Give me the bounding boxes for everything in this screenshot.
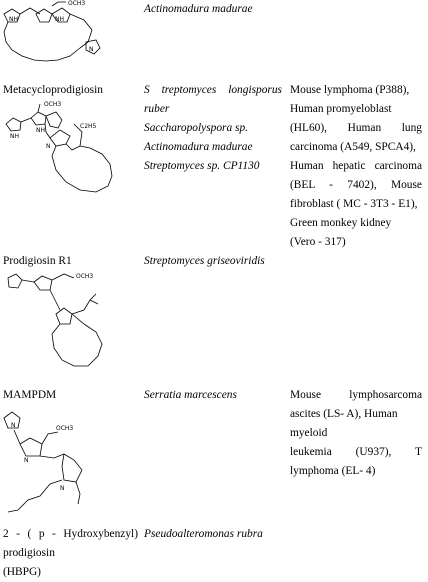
activity-line: lymphoma (EL- 4) xyxy=(290,465,376,477)
activity-line: (Vero - 317) xyxy=(290,236,346,248)
source-cell-5 xyxy=(144,525,282,544)
activity-line: (HL60), Human lung xyxy=(290,122,422,134)
structure-3 xyxy=(0,270,150,380)
source-cell-3 xyxy=(144,252,282,271)
source-cell-4 xyxy=(144,386,282,405)
structure-label: OCH3 xyxy=(44,101,62,108)
name-cell-5 xyxy=(3,525,138,582)
activity-line: leukemia (U937), T xyxy=(290,446,422,458)
activity-cell-2 xyxy=(290,81,422,252)
structure-label: NH xyxy=(10,133,19,140)
structure-label: OCH3 xyxy=(76,273,94,280)
compound-name: Metacycloprodigiosin xyxy=(3,84,103,96)
source-line: Actinomadura madurae xyxy=(144,3,253,15)
structure-label: OCH3 xyxy=(56,425,74,432)
structure-label: NH xyxy=(55,16,64,23)
source-line: Actinomadura madurae xyxy=(144,141,253,153)
activity-line: fibroblast ( MC - 3T3 - E1), xyxy=(290,198,418,210)
activity-line: Mouse lymphosarcoma xyxy=(290,389,422,401)
activity-line: (BEL - 7402), Mouse xyxy=(290,179,422,191)
activity-line: myeloid xyxy=(290,427,328,439)
structure-label: NH xyxy=(9,16,18,23)
activity-line: ascites (LS- A), Human xyxy=(290,408,398,420)
structure-1 xyxy=(0,0,150,70)
source-line: Saccharopolyspora sp. xyxy=(144,122,248,134)
compound-name: MAMPDM xyxy=(3,389,57,401)
compound-name: Prodigiosin R1 xyxy=(3,255,72,267)
compound-name: 2 - ( p - Hydroxybenzyl) xyxy=(3,528,138,540)
activity-line: Human hepatic carcinoma xyxy=(290,160,422,172)
structure-label: N xyxy=(60,485,65,492)
source-line: Pseudoalteromonas rubra xyxy=(144,528,263,540)
source-line: S treptomyces longisporus xyxy=(144,84,282,96)
source-line: Streptomyces griseoviridis xyxy=(144,255,265,267)
structure-label: OCH3 xyxy=(68,0,86,7)
compound-name: prodigiosin xyxy=(3,547,55,559)
structure-label: C2H5 xyxy=(80,123,97,130)
source-cell-2 xyxy=(144,81,282,176)
structure-label: N xyxy=(11,422,16,429)
activity-line: Mouse lymphoma (P388), xyxy=(290,84,410,96)
activity-cell-4 xyxy=(290,386,422,481)
structure-label: N xyxy=(46,143,51,150)
source-line: Serratia marcescens xyxy=(144,389,237,401)
compound-name: (HBPG) xyxy=(3,566,41,578)
structure-label: N xyxy=(24,457,29,464)
structure-2 xyxy=(0,98,150,248)
name-cell-3 xyxy=(3,252,138,271)
source-cell-1 xyxy=(144,0,282,19)
structure-label: NH xyxy=(36,127,45,134)
activity-line: carcinoma (A549, SPCA4), xyxy=(290,141,416,153)
name-cell-4 xyxy=(3,386,138,405)
activity-line: Green monkey kidney xyxy=(290,217,392,229)
structure-label: N xyxy=(89,46,94,53)
structure-4 xyxy=(0,404,150,529)
source-line: ruber xyxy=(144,103,170,115)
source-line: Streptomyces sp. CP1130 xyxy=(144,160,260,172)
activity-line: Human promyeloblast xyxy=(290,103,392,115)
